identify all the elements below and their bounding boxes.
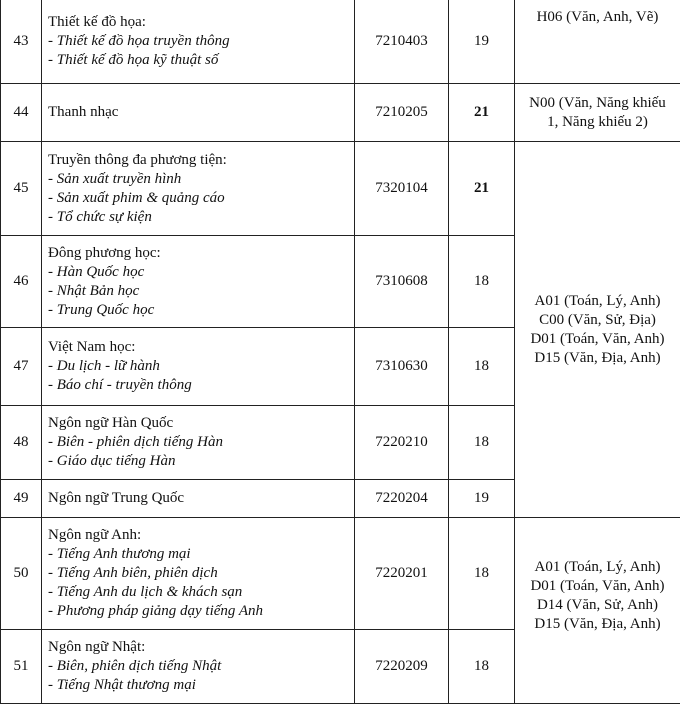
major-specialization: - Sản xuất phim & quảng cáo: [48, 189, 225, 206]
major-name-cell: [42, 142, 355, 236]
admission-score: 21: [449, 84, 515, 142]
major-specialization: - Trung Quốc học: [48, 301, 155, 318]
row-number: 48: [1, 406, 42, 480]
major-title: Thanh nhạc: [48, 104, 119, 120]
table-row: [1, 84, 680, 142]
major-specialization: - Thiết kế đồ họa kỹ thuật số: [48, 52, 219, 68]
subject-combination-cell: [515, 518, 680, 704]
subject-combination: C00 (Văn, Sử, Địa): [539, 311, 656, 328]
major-name-cell: [42, 406, 355, 480]
major-code: 7210205: [355, 84, 449, 142]
row-number: 47: [1, 328, 42, 406]
major-name-cell: [42, 0, 355, 84]
subject-combination-cell: [515, 142, 680, 518]
row-number: 44: [1, 84, 42, 142]
major-specialization: - Báo chí - truyền thông: [48, 377, 192, 393]
row-number: 46: [1, 236, 42, 328]
major-specialization: - Hàn Quốc học: [48, 263, 145, 280]
major-specialization: - Sản xuất truyền hình: [48, 170, 182, 187]
subject-combination: H06 (Văn, Anh, Vẽ): [536, 9, 659, 25]
major-specialization: - Biên, phiên dịch tiếng Nhật: [48, 658, 222, 674]
row-number: 49: [1, 480, 42, 518]
major-code: 7210403: [355, 0, 449, 84]
major-specialization: - Biên - phiên dịch tiếng Hàn: [48, 434, 223, 450]
major-name-cell: [42, 84, 355, 142]
major-title: Đông phương học:: [48, 244, 161, 261]
subject-combination-cell: [515, 0, 680, 84]
admission-score: 19: [449, 480, 515, 518]
admission-score: 18: [449, 630, 515, 704]
major-name-cell: [42, 518, 355, 630]
table-row: [1, 142, 680, 236]
subject-combination: D01 (Toán, Văn, Anh): [530, 330, 665, 347]
row-number: 45: [1, 142, 42, 236]
major-specialization: - Du lịch - lữ hành: [48, 358, 160, 374]
subject-combination: A01 (Toán, Lý, Anh): [534, 292, 661, 309]
admission-score: 18: [449, 518, 515, 630]
subject-combination: 1, Năng khiếu 2): [547, 113, 648, 130]
row-number: 50: [1, 518, 42, 630]
admission-score: 19: [449, 0, 515, 84]
major-name-cell: [42, 630, 355, 704]
major-specialization: - Phương pháp giảng dạy tiếng Anh: [48, 603, 264, 619]
major-code: 7220209: [355, 630, 449, 704]
major-specialization: - Giáo dục tiếng Hàn: [48, 453, 176, 469]
major-code: 7220210: [355, 406, 449, 480]
major-title: Ngôn ngữ Nhật:: [48, 639, 146, 655]
major-title: Ngôn ngữ Hàn Quốc: [48, 415, 174, 431]
subject-combination: D01 (Toán, Văn, Anh): [530, 577, 665, 594]
major-specialization: - Tiếng Anh biên, phiên dịch: [48, 565, 218, 581]
major-name-cell: [42, 480, 355, 518]
major-title: Thiết kế đồ họa:: [48, 14, 146, 30]
major-specialization: - Nhật Bản học: [48, 282, 140, 299]
admission-score: 18: [449, 236, 515, 328]
major-code: 7310608: [355, 236, 449, 328]
table-row: [1, 0, 680, 84]
subject-combination: N00 (Văn, Năng khiếu: [529, 94, 666, 111]
major-title: Việt Nam học:: [48, 339, 136, 355]
row-number: 51: [1, 630, 42, 704]
major-specialization: - Tổ chức sự kiện: [48, 208, 152, 225]
table-row: [1, 518, 680, 630]
subject-combination: A01 (Toán, Lý, Anh): [534, 558, 661, 575]
major-code: 7220204: [355, 480, 449, 518]
subject-combination: D14 (Văn, Sử, Anh): [536, 596, 659, 613]
major-code: 7310630: [355, 328, 449, 406]
admission-score: 21: [449, 142, 515, 236]
admission-score: 18: [449, 406, 515, 480]
major-title: Truyền thông đa phương tiện:: [48, 151, 227, 168]
subject-combination: D15 (Văn, Địa, Anh): [534, 349, 661, 366]
major-name-cell: [42, 236, 355, 328]
major-specialization: - Tiếng Anh du lịch & khách sạn: [48, 584, 243, 600]
major-specialization: - Thiết kế đồ họa truyền thông: [48, 33, 230, 49]
major-code: 7220201: [355, 518, 449, 630]
row-number: 43: [1, 0, 42, 84]
major-name-cell: [42, 328, 355, 406]
major-title: Ngôn ngữ Trung Quốc: [48, 490, 185, 506]
subject-combination-cell: [515, 84, 680, 142]
subject-combination: D15 (Văn, Địa, Anh): [534, 615, 661, 632]
major-code: 7320104: [355, 142, 449, 236]
admission-score: 18: [449, 328, 515, 406]
major-specialization: - Tiếng Nhật thương mại: [48, 677, 196, 693]
major-title: Ngôn ngữ Anh:: [48, 527, 142, 543]
major-specialization: - Tiếng Anh thương mại: [48, 546, 191, 562]
